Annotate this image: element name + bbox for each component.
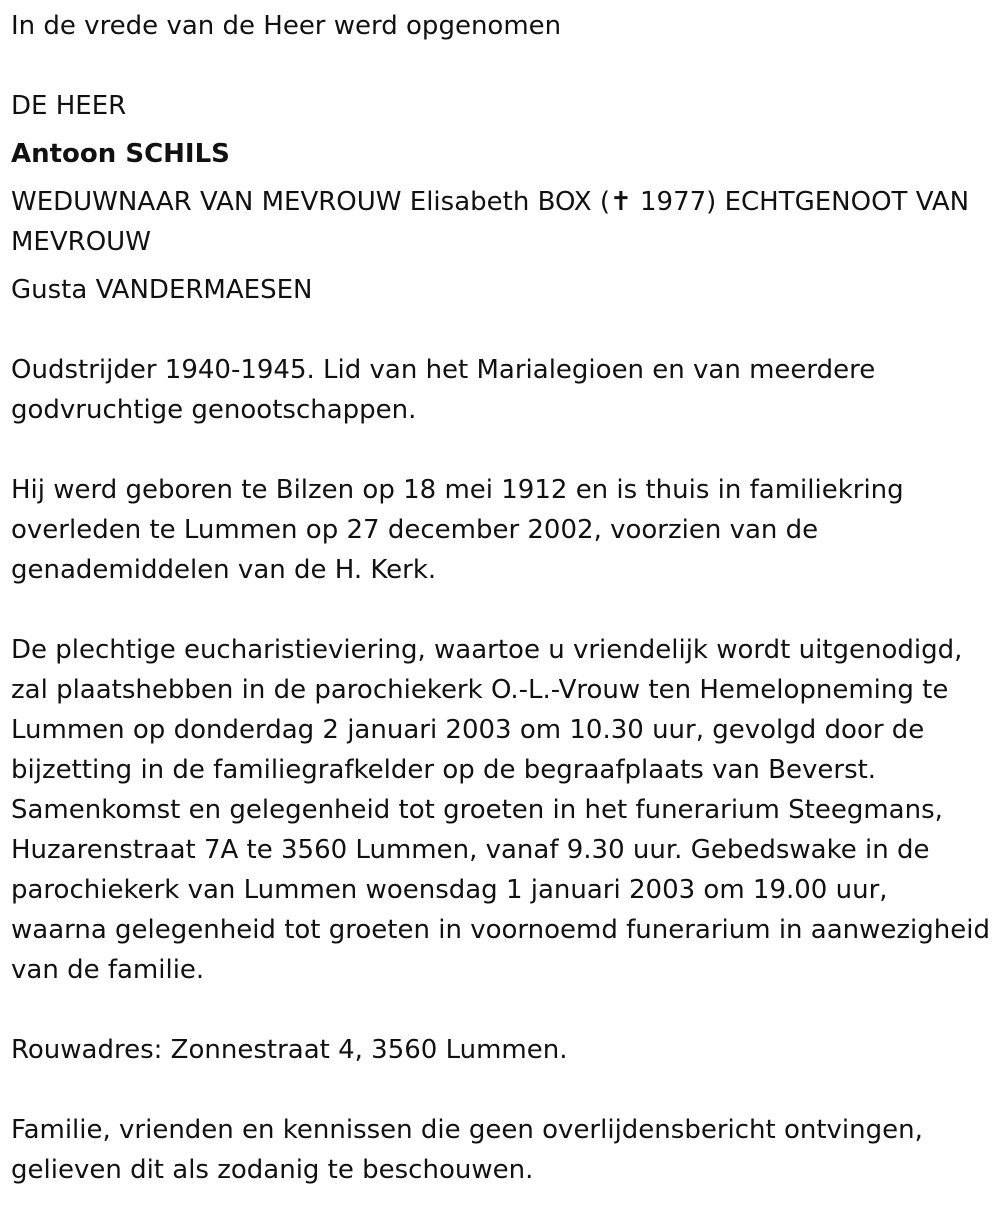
relation-line: WEDUWNAAR VAN MEVROUW Elisabeth BOX (✝ 1977) ECHTGENOOT VAN MEVROUW xyxy=(11,187,970,257)
birth-death-paragraph: Hij werd geboren te Bilzen op 18 mei 1912 en is thuis in familiekring overleden te Lummen op 27 december 2002, voorzien van de genademiddelen van de H. Kerk. xyxy=(11,475,904,585)
ceremony-paragraph: De plechtige eucharistieviering, waartoe u vriendelijk wordt uitgenodigd, zal plaatshebben in de parochiekerk O.-L.-Vrouw ten Hemelopneming te Lummen op donderdag 2 januari 2003 om 10.30 uur, gevolgd door de bijzetting in de familiegrafkelder op de begraafplaats van Beverst. Samenkomst en gelegenheid tot groeten in het funerarium Steegmans, Huzarenstraat 7A te 3560 Lummen, vanaf 9.30 uur. Gebedswake in de parochiekerk van Lummen woensdag 1 januari 2003 om 19.00 uur, waarna gelegenheid tot groeten in voornoemd funerarium in aanwezigheid van de familie. xyxy=(11,635,990,985)
notice-paragraph: Familie, vrienden en kennissen die geen overlijdensbericht ontvingen, gelieven dit als zodanig te beschouwen. xyxy=(11,1115,923,1185)
deceased-name: Antoon SCHILS xyxy=(11,139,230,169)
address-paragraph: Rouwadres: Zonnestraat 4, 3560 Lummen. xyxy=(11,1035,568,1065)
spouse-name: Gusta VANDERMAESEN xyxy=(11,275,313,305)
veteran-paragraph: Oudstrijder 1940-1945. Lid van het Marialegioen en van meerdere godvruchtige genootschappen. xyxy=(11,355,876,425)
intro-line: In de vrede van de Heer werd opgenomen xyxy=(11,11,562,41)
title-line: DE HEER xyxy=(11,91,127,121)
